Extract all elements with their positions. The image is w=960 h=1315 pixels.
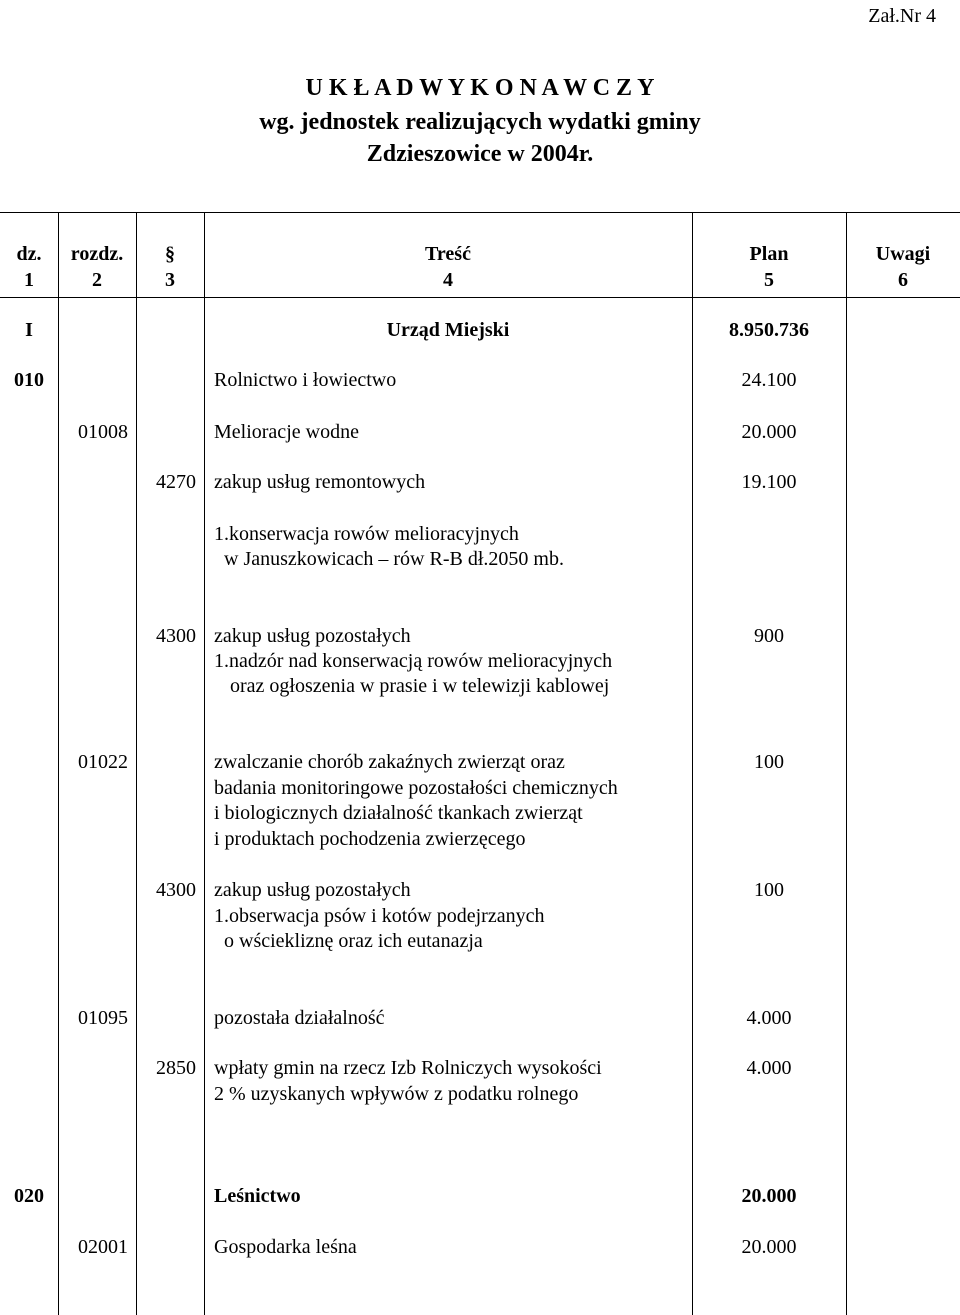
column-number: 6	[898, 269, 908, 291]
column-number: 2	[92, 269, 102, 291]
rozdzial-code: 02001	[78, 1236, 128, 1258]
header-tresc: Treść	[425, 243, 471, 265]
page-subtitle: wg. jednostek realizujących wydatki gminy	[259, 109, 701, 135]
rozdzial-line: badania monitoringowe pozostałości chemicznych	[214, 777, 618, 799]
detail-line: 1.nadzór nad konserwacją rowów melioracyjnych	[214, 650, 613, 672]
paragraph-code: 4300	[156, 625, 196, 647]
column-number: 1	[24, 269, 34, 291]
column-number: 3	[165, 269, 175, 291]
paragraph-name: zakup usług pozostałych	[214, 879, 411, 901]
dzial-name: Rolnictwo i łowiectwo	[214, 369, 397, 391]
rozdzial-plan: 100	[754, 751, 784, 773]
column-number: 5	[764, 269, 774, 291]
detail-line: w Januszkowicach – rów R-B dł.2050 mb.	[224, 548, 564, 570]
paragraph-name: zakup usług pozostałych	[214, 625, 411, 647]
dzial-code: 010	[14, 369, 44, 391]
paragraph-line: 2 % uzyskanych wpływów z podatku rolnego	[214, 1083, 579, 1105]
rozdzial-line: i biologicznych działalność tkankach zwierząt	[214, 802, 583, 824]
dzial-plan: 20.000	[741, 1185, 797, 1207]
rozdzial-name: pozostała działalność	[214, 1007, 385, 1029]
rozdzial-plan: 4.000	[746, 1007, 792, 1029]
rozdzial-name: Melioracje wodne	[214, 421, 359, 443]
header-bottom-border	[0, 297, 960, 298]
header-plan: Plan	[749, 243, 789, 265]
page-title: U K Ł A D W Y K O N A W C Z Y	[305, 75, 655, 101]
page-subtitle-year: Zdzieszowice w 2004r.	[366, 141, 594, 167]
paragraph-code: 2850	[156, 1057, 196, 1079]
header-uwagi: Uwagi	[875, 243, 931, 265]
unit-code: I	[25, 319, 33, 341]
detail-line: 1.konserwacja rowów melioracyjnych	[214, 523, 519, 545]
paragraph-line: wpłaty gmin na rzecz Izb Rolniczych wysokości	[214, 1057, 602, 1079]
dzial-name: Leśnictwo	[214, 1185, 301, 1207]
dzial-code: 020	[14, 1185, 44, 1207]
dzial-plan: 24.100	[741, 369, 797, 391]
rozdzial-name: Gospodarka leśna	[214, 1236, 357, 1258]
column-divider	[136, 212, 137, 1315]
attachment-number: Zał.Nr 4	[868, 5, 936, 27]
detail-line: o wściekliznę oraz ich eutanazja	[224, 930, 483, 952]
header-dz: dz.	[16, 243, 42, 265]
paragraph-plan: 900	[754, 625, 784, 647]
paragraph-code: 4270	[156, 471, 196, 493]
column-divider	[204, 212, 205, 1315]
rozdzial-code: 01095	[78, 1007, 128, 1029]
column-divider	[846, 212, 847, 1315]
header-rozdz: rozdz.	[70, 243, 124, 265]
column-number: 4	[443, 269, 453, 291]
paragraph-code: 4300	[156, 879, 196, 901]
rozdzial-plan: 20.000	[741, 1236, 797, 1258]
rozdzial-line: zwalczanie chorób zakaźnych zwierząt oraz	[214, 751, 565, 773]
table-top-border	[0, 212, 960, 213]
unit-name: Urząd Miejski	[386, 319, 510, 341]
rozdzial-line: i produktach pochodzenia zwierzęcego	[214, 828, 526, 850]
header-paragraph: §	[165, 243, 175, 265]
rozdzial-code: 01008	[78, 421, 128, 443]
paragraph-plan: 4.000	[746, 1057, 792, 1079]
rozdzial-code: 01022	[78, 751, 128, 773]
paragraph-name: zakup usług remontowych	[214, 471, 426, 493]
detail-line: 1.obserwacja psów i kotów podejrzanych	[214, 905, 545, 927]
rozdzial-plan: 20.000	[741, 421, 797, 443]
unit-plan: 8.950.736	[729, 319, 809, 341]
detail-line: oraz ogłoszenia w prasie i w telewizji kablowej	[230, 675, 610, 697]
paragraph-plan: 19.100	[741, 471, 797, 493]
paragraph-plan: 100	[754, 879, 784, 901]
